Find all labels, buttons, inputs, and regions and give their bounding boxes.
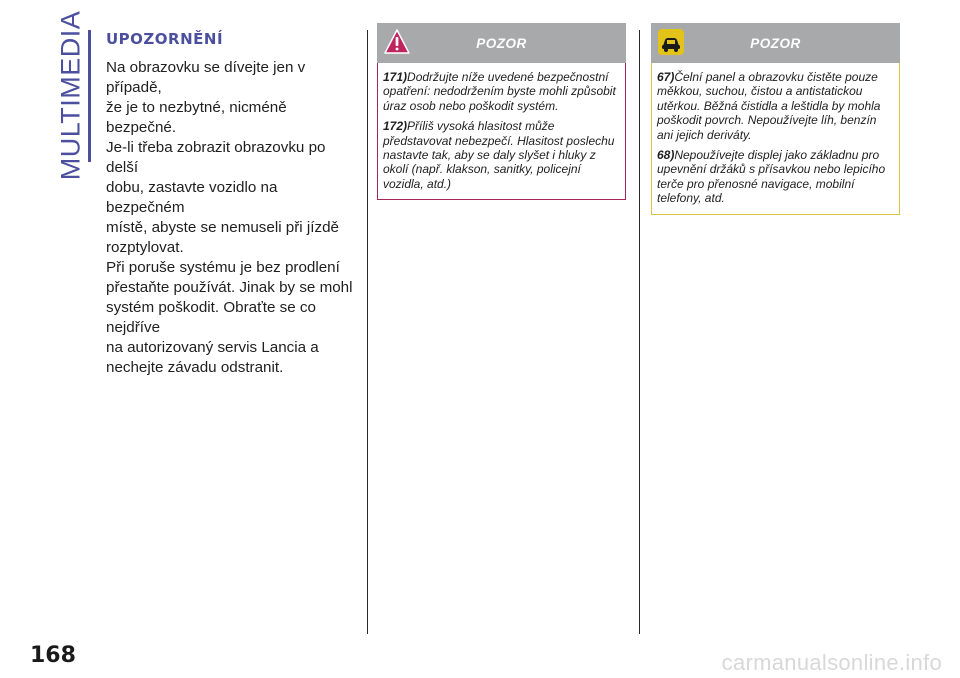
notice-line: místě, abyste se nemuseli při jízdě (106, 219, 339, 236)
safety-warning-body (377, 63, 626, 200)
notice-body (106, 58, 358, 378)
notice-column (106, 30, 358, 378)
column-divider-2 (639, 30, 640, 634)
notice-line: na autorizovaný servis Lancia a (106, 339, 319, 356)
care-warning-body (651, 63, 900, 215)
car-damage-icon (657, 28, 685, 56)
care-warning-header (651, 23, 900, 63)
notice-line: Je-li třeba zobrazit obrazovku po delší (106, 139, 326, 176)
notice-line: nechejte závadu odstranit. (106, 359, 284, 376)
section-side-label (53, 10, 89, 180)
page-number: 168 (30, 643, 76, 668)
warning-item (383, 70, 621, 113)
warning-item-text: Nepoužívejte displej jako základnu pro upevnění držáků s přísavkou nebo lepicího terče pro přenosné navigace, mobilní telefony, atd. (657, 148, 886, 206)
care-warning-box (651, 23, 900, 215)
warning-triangle-icon (383, 28, 411, 56)
care-warning-title: POZOR (750, 35, 801, 51)
notice-line: rozptylovat. (106, 239, 184, 256)
safety-warning-header (377, 23, 626, 63)
safety-warning-title: POZOR (476, 35, 527, 51)
section-side-label-text: MULTIMEDIA (55, 10, 86, 180)
notice-line: dobu, zastavte vozidlo na bezpečném (106, 179, 278, 216)
notice-line: přestaňte používát. Jinak by se mohl (106, 279, 353, 296)
warning-item-text: Příliš vysoká hlasitost může představovat nebezpečí. Hlasitost poslechu nastavte tak, aby se daly slyšet i hluky z okolí (např. klakson, sanitky, policejní vozidla, atd.) (383, 119, 615, 191)
warning-item-text: Dodržujte níže uvedené bezpečnostní opatření: nedodržením byste mohli způsobit úraz osob nebo poškodit systém. (383, 70, 616, 113)
watermark: carmanualsonline.info (721, 650, 942, 675)
notice-line: Na obrazovku se dívejte jen v případě, (106, 59, 306, 96)
notice-line: Při poruše systému je bez prodlení (106, 259, 340, 276)
column-divider-1 (367, 30, 368, 634)
warning-item-number: 67) (657, 70, 675, 84)
section-side-bar (88, 30, 91, 162)
notice-line: že je to nezbytné, nicméně bezpečné. (106, 99, 287, 136)
warning-item (657, 148, 895, 206)
warning-item-number: 171) (383, 70, 408, 84)
notice-title: UPOZORNĚNÍ (106, 30, 224, 48)
warning-item-number: 68) (657, 148, 675, 163)
warning-item-number: 172) (383, 119, 408, 134)
warning-item (657, 70, 895, 142)
notice-line: systém poškodit. Obraťte se co nejdříve (106, 299, 316, 336)
warning-item-text: Čelní panel a obrazovku čistěte pouze měkkou, suchou, čistou a antistatickou utěrkou. Běžná čistidla a leštidla by mohla poškodit povrch. Nepoužívejte líh, benzín ani jejich deriváty. (657, 70, 881, 142)
safety-warning-box (377, 23, 626, 200)
warning-item (383, 119, 621, 191)
